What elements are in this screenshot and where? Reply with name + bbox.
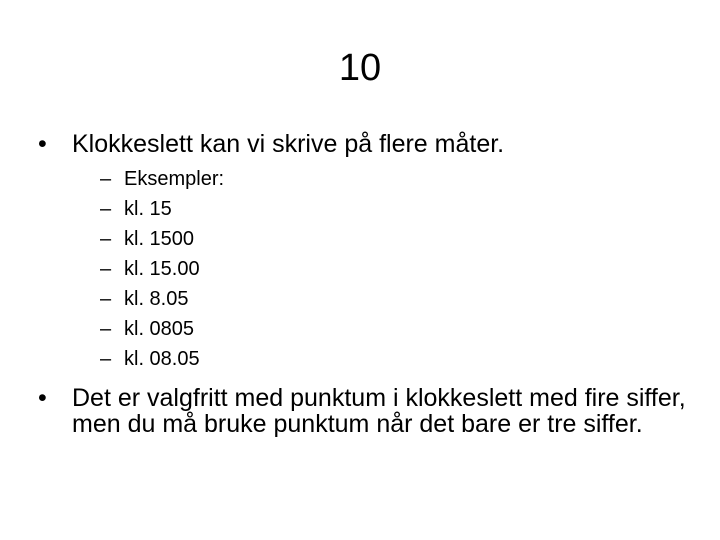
dash-marker: – xyxy=(100,168,112,190)
bullet-2 xyxy=(38,385,698,437)
list-item-text: kl. 0805 xyxy=(124,318,195,340)
list-item-text: kl. 15 xyxy=(124,198,172,220)
list-item xyxy=(100,284,500,314)
dash-marker: – xyxy=(100,318,112,340)
list-item xyxy=(100,194,500,224)
list-item xyxy=(100,314,500,344)
bullet-text: Det er valgfritt med punktum i klokkeslett med fire siffer, men du må bruke punktum når det bare er tre siffer. xyxy=(72,384,686,438)
list-item xyxy=(100,224,500,254)
example-list xyxy=(100,164,500,374)
dash-marker: – xyxy=(100,198,112,220)
list-item xyxy=(100,254,500,284)
dash-marker: – xyxy=(100,258,112,280)
bullet-1 xyxy=(38,131,698,157)
list-item xyxy=(100,164,500,194)
list-item-text: kl. 15.00 xyxy=(124,258,200,280)
list-item-text: Eksempler: xyxy=(124,168,225,190)
dash-marker: – xyxy=(100,228,112,250)
list-item-text: kl. 8.05 xyxy=(124,288,189,310)
list-item xyxy=(100,344,500,374)
bullet-marker: • xyxy=(38,384,47,412)
list-item-text: kl. 08.05 xyxy=(124,348,200,370)
bullet-marker: • xyxy=(38,130,47,158)
list-item-text: kl. 1500 xyxy=(124,228,195,250)
bullet-text: Klokkeslett kan vi skrive på flere måter. xyxy=(72,130,505,158)
dash-marker: – xyxy=(100,288,112,310)
slide-title: 10 xyxy=(338,47,382,89)
dash-marker: – xyxy=(100,348,112,370)
